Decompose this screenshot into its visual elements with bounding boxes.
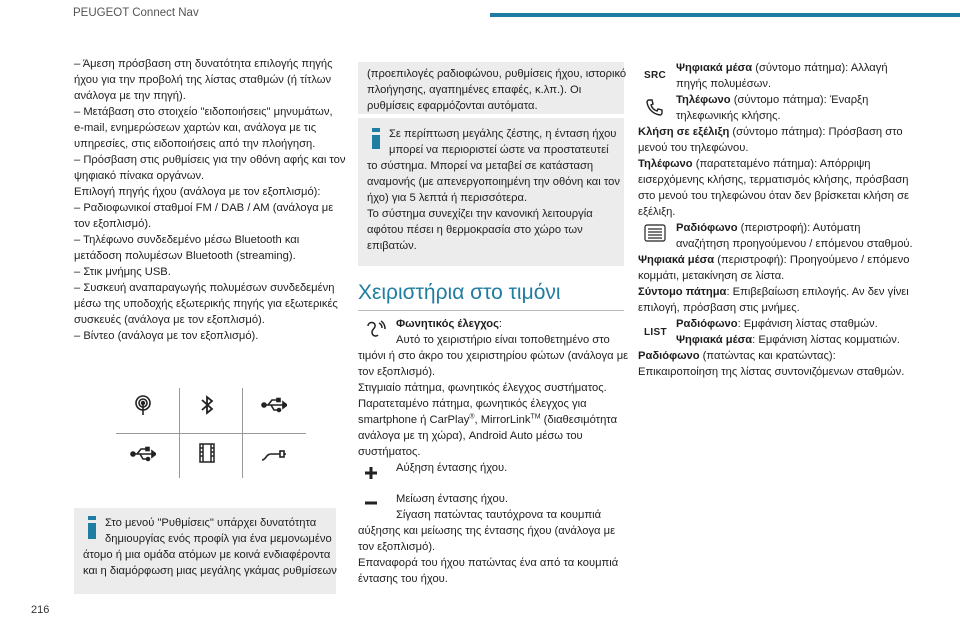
text-line: τον εξοπλισμό). (358, 366, 436, 378)
list-label: LIST (644, 327, 667, 338)
list-media-title: Ψηφιακά μέσα (676, 334, 753, 346)
registered-mark: ® (469, 413, 475, 421)
phone2-desc: (παρατεταμένο πάτημα): Απόρριψη (692, 158, 871, 170)
text-line: μετάδοση πολυμέσων Bluetooth (streaming). (74, 250, 296, 262)
text-line: Στο μενού "Ρυθμίσεις" υπάρχει δυνατότητα (105, 517, 317, 529)
text-line: πηγής πολυμέσων. (676, 78, 772, 90)
text-line: – Βίντεο (ανάλογα με τον εξοπλισμό). (74, 330, 259, 342)
text-line: Παρατεταμένο πάτημα, φωνητικός έλεγχος για (358, 398, 587, 410)
list-radio-desc: : Εμφάνιση λίστας σταθμών. (737, 318, 878, 330)
short-press-title: Σύντομο πάτημα (638, 286, 727, 298)
text-line: μέσω της υποδοχής εξωτερικής πηγής για εξωτερικές (74, 298, 338, 310)
long-press-desc: (πατώντας και κρατώντας): (699, 350, 836, 362)
column-1 (74, 56, 346, 344)
carplay-text: smartphone ή CarPlay (358, 414, 470, 426)
text-line: Επαναφορά του ήχου πατώντας ένα από τα κουμπιά (358, 557, 619, 569)
phone2-title: Τηλέφωνο (638, 158, 693, 170)
header-accent-bar (490, 13, 960, 17)
heading-rule (358, 310, 624, 311)
text-line: Επικαιροποίηση της λίστας συντονιζόμενων σταθμών. (638, 366, 905, 378)
grid-divider (116, 433, 306, 434)
column-3 (638, 60, 913, 380)
video-icon (196, 442, 218, 464)
long-press-title: Ραδιόφωνο (638, 350, 700, 362)
radio-title: Ραδιόφωνο (676, 222, 738, 234)
header-title: PEUGEOT Connect Nav (73, 7, 199, 19)
text-line: ήχου για την προβολή της λίστας σταθμών (ή τίτλων (74, 74, 332, 86)
text-line: ανάλογα με τη χώρα), Android Auto μέσω του (358, 430, 583, 442)
section-heading: Χειριστήρια στο τιμόνι (358, 281, 561, 304)
text-line: το σύστημα. Μπορεί να μεταβεί σε κατάσταση (367, 160, 594, 172)
text-line: – Πρόσβαση στις ρυθμίσεις για την οθόνη αφής και τον (74, 154, 346, 166)
carplay-line (358, 412, 624, 428)
text-line: Στιγμιαίο πάτημα, φωνητικός έλεγχος συστήματος. (358, 382, 607, 394)
page-number: 216 (31, 604, 50, 616)
text-line: Το σύστημα συνεχίζει την κανονική λειτουργία (367, 208, 593, 220)
text-line: επιβατών. (367, 240, 417, 252)
text-line: μενού του τηλεφώνου. (638, 142, 749, 154)
call-title: Κλήση σε εξέλιξη (638, 126, 730, 138)
list-radio-title: Ραδιόφωνο (676, 318, 738, 330)
phone-desc: (σύντομο πάτημα): Έναρξη (730, 94, 869, 106)
volume-section (358, 491, 624, 587)
usb-icon (261, 394, 287, 416)
text-line: αφότου πέσει η θερμοκρασία στο χώρο των (367, 224, 583, 236)
text-line: στο μενού του τηλεφώνου όταν δεν βρίσκεται κλήση σε (638, 190, 909, 202)
text-line: αύξησης και μείωσης της έντασης ήχου (ανάλογα με (358, 525, 616, 537)
media-desc: (περιστροφή): Προηγούμενο / επόμενο (714, 254, 910, 266)
digital-media-desc: (σύντομο πάτημα): Αλλαγή (752, 62, 888, 74)
text-line: έντασης του ήχου. (358, 573, 448, 585)
call-desc: (σύντομο πάτημα): Πρόσβαση στο (729, 126, 903, 138)
radio-desc: (περιστροφή): Αυτόματη (737, 222, 861, 234)
text-line: πλοήγησης, αγαπημένες επαφές, κ.λπ.). Οι (367, 84, 582, 96)
text-line: ανάλογα με την πηγή). (74, 90, 186, 102)
info-box-heat (358, 118, 624, 266)
src-label: SRC (644, 70, 667, 81)
text-line: επιλογή, πρόσβαση στις μνήμες. (638, 302, 800, 314)
text-line: – Συσκευή αναπαραγωγής πολυμέσων συνδεδεμένη (74, 282, 335, 294)
text-line: – Άμεση πρόσβαση στη δυνατότητα επιλογής πηγής (74, 58, 333, 70)
text-line: και η διαμόρφωση μιας μεγάλης γκάμας ρυθμίσεων (83, 565, 337, 577)
availability-text: (διαθεσιμότητα (540, 414, 618, 426)
volume-up-icon (364, 466, 378, 480)
mirrorlink-text: , MirrorLink (474, 414, 531, 426)
text-line: συσκευές (ανάλογα με τον εξοπλισμό). (74, 314, 265, 326)
grid-divider (179, 388, 180, 478)
text-line: τον εξοπλισμό). (74, 218, 152, 230)
volume-down-text: Μείωση έντασης ήχου. (396, 493, 508, 505)
media-title: Ψηφιακά μέσα (638, 254, 715, 266)
text-line: Επιλογή πηγής ήχου (ανάλογα με τον εξοπλισμό): (74, 186, 321, 198)
text-line: ψηφιακό πίνακα οργάνων. (74, 170, 205, 182)
aux-cable-icon (260, 443, 286, 465)
digital-media-title: Ψηφιακά μέσα (676, 62, 753, 74)
text-line: – Στικ μνήμης USB. (74, 266, 171, 278)
text-line: τηλεφωνικής κλήσης. (676, 110, 781, 122)
text-line: κομμάτι, μετακίνηση σε λίστα. (638, 270, 785, 282)
phone-title: Τηλέφωνο (676, 94, 731, 106)
text-line: εισερχόμενης κλήσης, τερματισμός κλήσης, πρόσβαση (638, 174, 909, 186)
grid-divider (242, 388, 243, 478)
volume-up-text: Αύξηση έντασης ήχου. (396, 462, 508, 474)
bluetooth-icon (196, 394, 218, 416)
text-line: ρυθμίσεις εφαρμόζονται αυτόματα. (367, 100, 538, 112)
text-line: μπορεί να περιοριστεί ώστε να προστατευτεί (389, 144, 609, 156)
source-icon-grid (116, 388, 306, 478)
text-line: Σίγαση πατώντας ταυτόχρονα τα κουμπιά (396, 509, 602, 521)
voice-section: Φωνητικός έλεγχος: Αυτό το χειριστήριο είναι τοποθετημένο στο τιμόνι ή στο άκρο του χειριστηρίου φώτων (ανάλογα με τον εξοπλισμό). Στιγμιαίο πάτημα, φωνητικός έλεγχος συστήματος. Παρατεταμένο πάτημα, φωνητικός έλεγχος για smartphone ή CarPlay®, MirrorLink™ (διαθεσιμότητα ανάλογα με τη χώρα), Android Auto μέσω του συστήματος. (358, 318, 629, 458)
text-line: αναζήτηση προηγούμενου / επόμενου σταθμού. (676, 238, 913, 250)
usb-icon (130, 443, 156, 465)
text-line: Σε περίπτωση μεγάλης ζέστης, η ένταση ήχου (389, 128, 617, 140)
list-media-desc: : Εμφάνιση λίστας κομματιών. (752, 334, 900, 346)
text-line: – Τηλέφωνο συνδεδεμένο μέσω Bluetooth και (74, 234, 300, 246)
text-line: ήχο) για 5 λεπτά ή περισσότερα. (367, 192, 528, 204)
text-line: αναμονής (με απενεργοποιημένη την οθόνη και τον (367, 176, 620, 188)
thumbwheel-icon (644, 224, 666, 242)
voice-title: Φωνητικός έλεγχος (396, 318, 499, 330)
short-press-desc: : Επιβεβαίωση επιλογής. Αν δεν γίνει (726, 286, 909, 298)
text-line: (προεπιλογές ραδιοφώνου, ρυθμίσεις ήχου, ιστορικό (367, 68, 627, 80)
trademark-mark: TM (530, 413, 541, 421)
text-line: δημιουργίας ενός προφίλ για ένα μεμονωμένο (105, 533, 332, 545)
text-line: τον εξοπλισμό). (358, 541, 436, 553)
text-line: συστήματος. (358, 446, 421, 458)
text-line: υπηρεσίες, στις ειδοποιήσεις από την πλοήγηση. (74, 138, 316, 150)
info-box-profiles (74, 508, 336, 594)
text-line: e-mail, ενημερώσεων χαρτών και, ανάλογα με τις (74, 122, 317, 134)
text-line: – Ραδιοφωνικοί σταθμοί FM / DAB / AM (ανάλογα με (74, 202, 334, 214)
radio-icon (132, 394, 154, 416)
text-line: – Μετάβαση στο στοιχείο "ειδοποιήσεις" μηνυμάτων, (74, 106, 333, 118)
text-line: τιμόνι ή στο άκρο του χειριστηρίου φώτων (ανάλογα με (358, 350, 629, 362)
text-line: Αυτό το χειριστήριο είναι τοποθετημένο στο (396, 334, 610, 346)
text-line: εξέλιξη. (638, 206, 676, 218)
info-box-profiles-cont (358, 62, 627, 114)
text-line: άτομο ή μια ομάδα ατόμων με κοινά ενδιαφέροντα (83, 549, 331, 561)
